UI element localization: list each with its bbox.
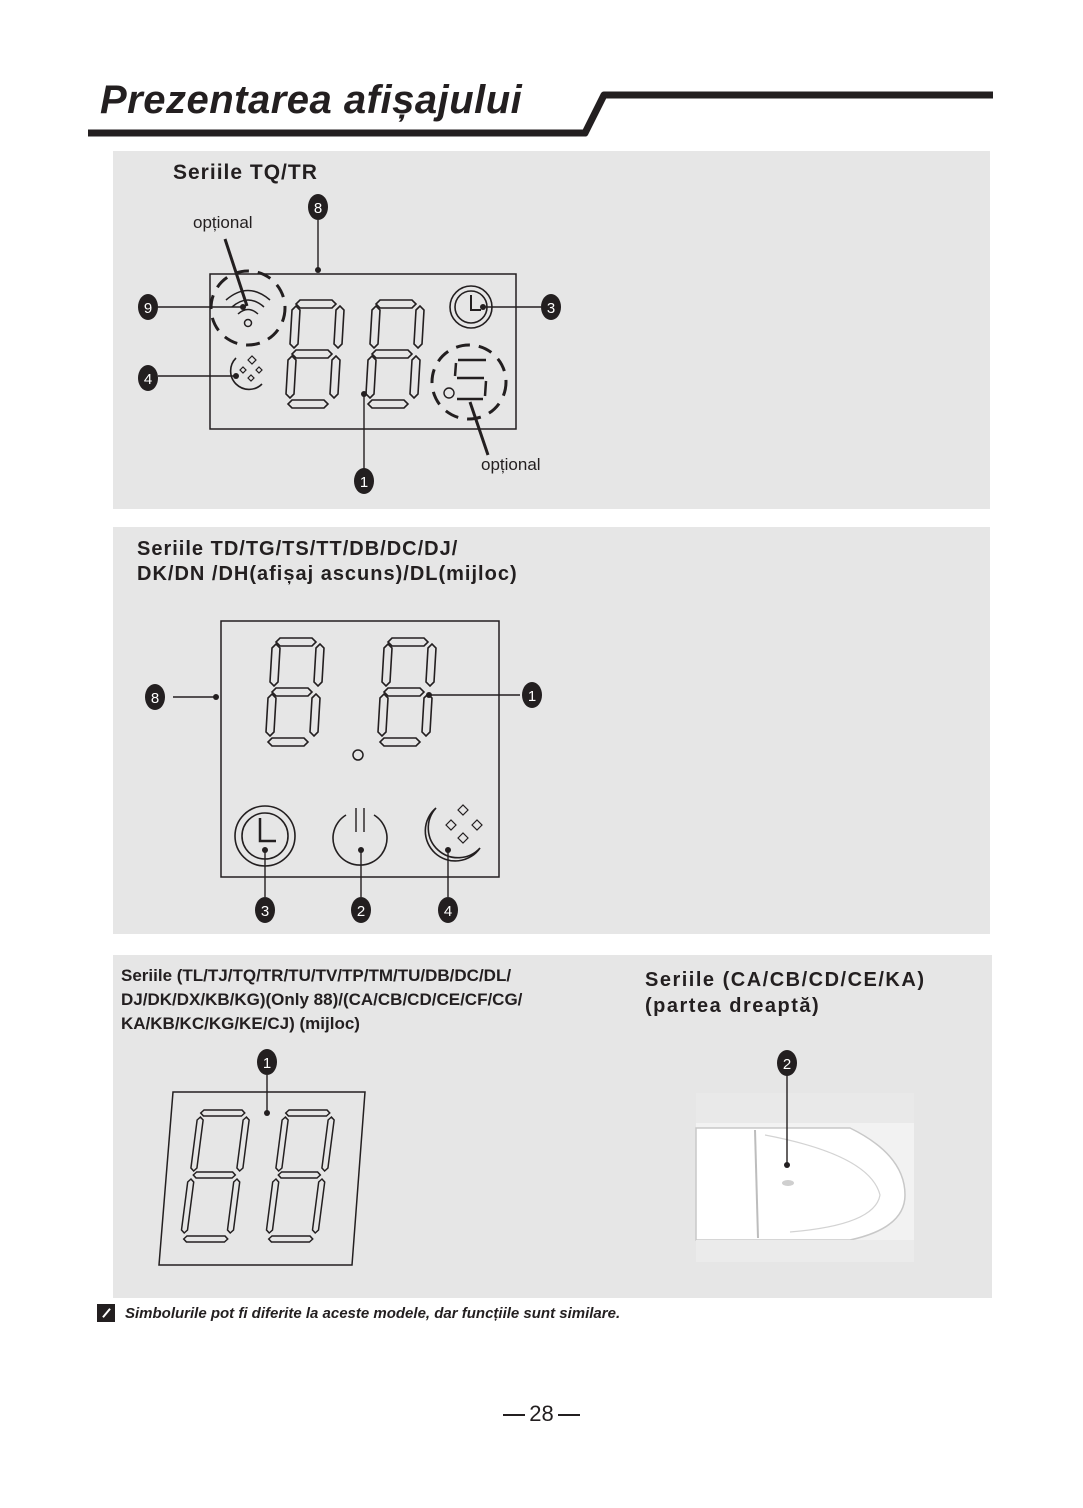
svg-text:2: 2 [356,903,366,920]
tl-callout-1 [257,1049,277,1075]
panel-tl-heading-line3: KA/KB/KC/KG/KE/CJ) (mijloc) [121,1014,360,1033]
footnote [97,1303,620,1323]
svg-text:2: 2 [782,1056,792,1073]
tl-digit-2 [265,1110,335,1242]
panel-tq-tr-heading: Seriile TQ/TR [173,161,318,184]
optional-label-bottom: opțional [481,455,541,474]
svg-text:3: 3 [260,903,270,920]
panel-tl-heading-line1: Seriile (TL/TJ/TQ/TR/TU/TV/TP/TM/TU/DB/DC/DL/ [121,966,512,985]
page-title: Prezentarea afișajului [100,78,523,122]
svg-text:8: 8 [150,690,160,707]
svg-text:4: 4 [443,903,453,920]
svg-text:3: 3 [546,300,556,317]
tl-display-frame [159,1092,365,1265]
panel-ca-heading-line1: Seriile (CA/CB/CD/CE/KA) [645,969,926,991]
svg-text:1: 1 [262,1055,272,1072]
tl-digit-1 [180,1110,250,1242]
svg-text:9: 9 [143,300,153,317]
page-number [0,1401,1083,1427]
ca-callout-2 [777,1050,797,1076]
panel-td-heading-line2: DK/DN /DH(afișaj ascuns)/DL(mijloc) [137,563,518,585]
svg-text:1: 1 [359,474,369,491]
side-display-photo [696,1093,914,1262]
svg-text:8: 8 [313,200,323,217]
panel-td-heading-line1: Seriile TD/TG/TS/TT/DB/DC/DJ/ [137,538,459,560]
edit-note-icon [97,1304,115,1322]
svg-text:1: 1 [527,688,537,705]
optional-label-top: opțional [193,213,253,232]
page-number-value: 28 [529,1401,554,1426]
panel-tl-heading-line2: DJ/DK/DX/KB/KG)(Only 88)/(CA/CB/CD/CE/CF/CG/ [121,990,523,1009]
svg-text:4: 4 [143,371,153,388]
panel-ca-heading-line2: (partea dreaptă) [645,995,821,1017]
footnote-text: Simbolurile pot fi diferite la aceste modele, dar funcțiile sunt similare. [125,1304,621,1322]
